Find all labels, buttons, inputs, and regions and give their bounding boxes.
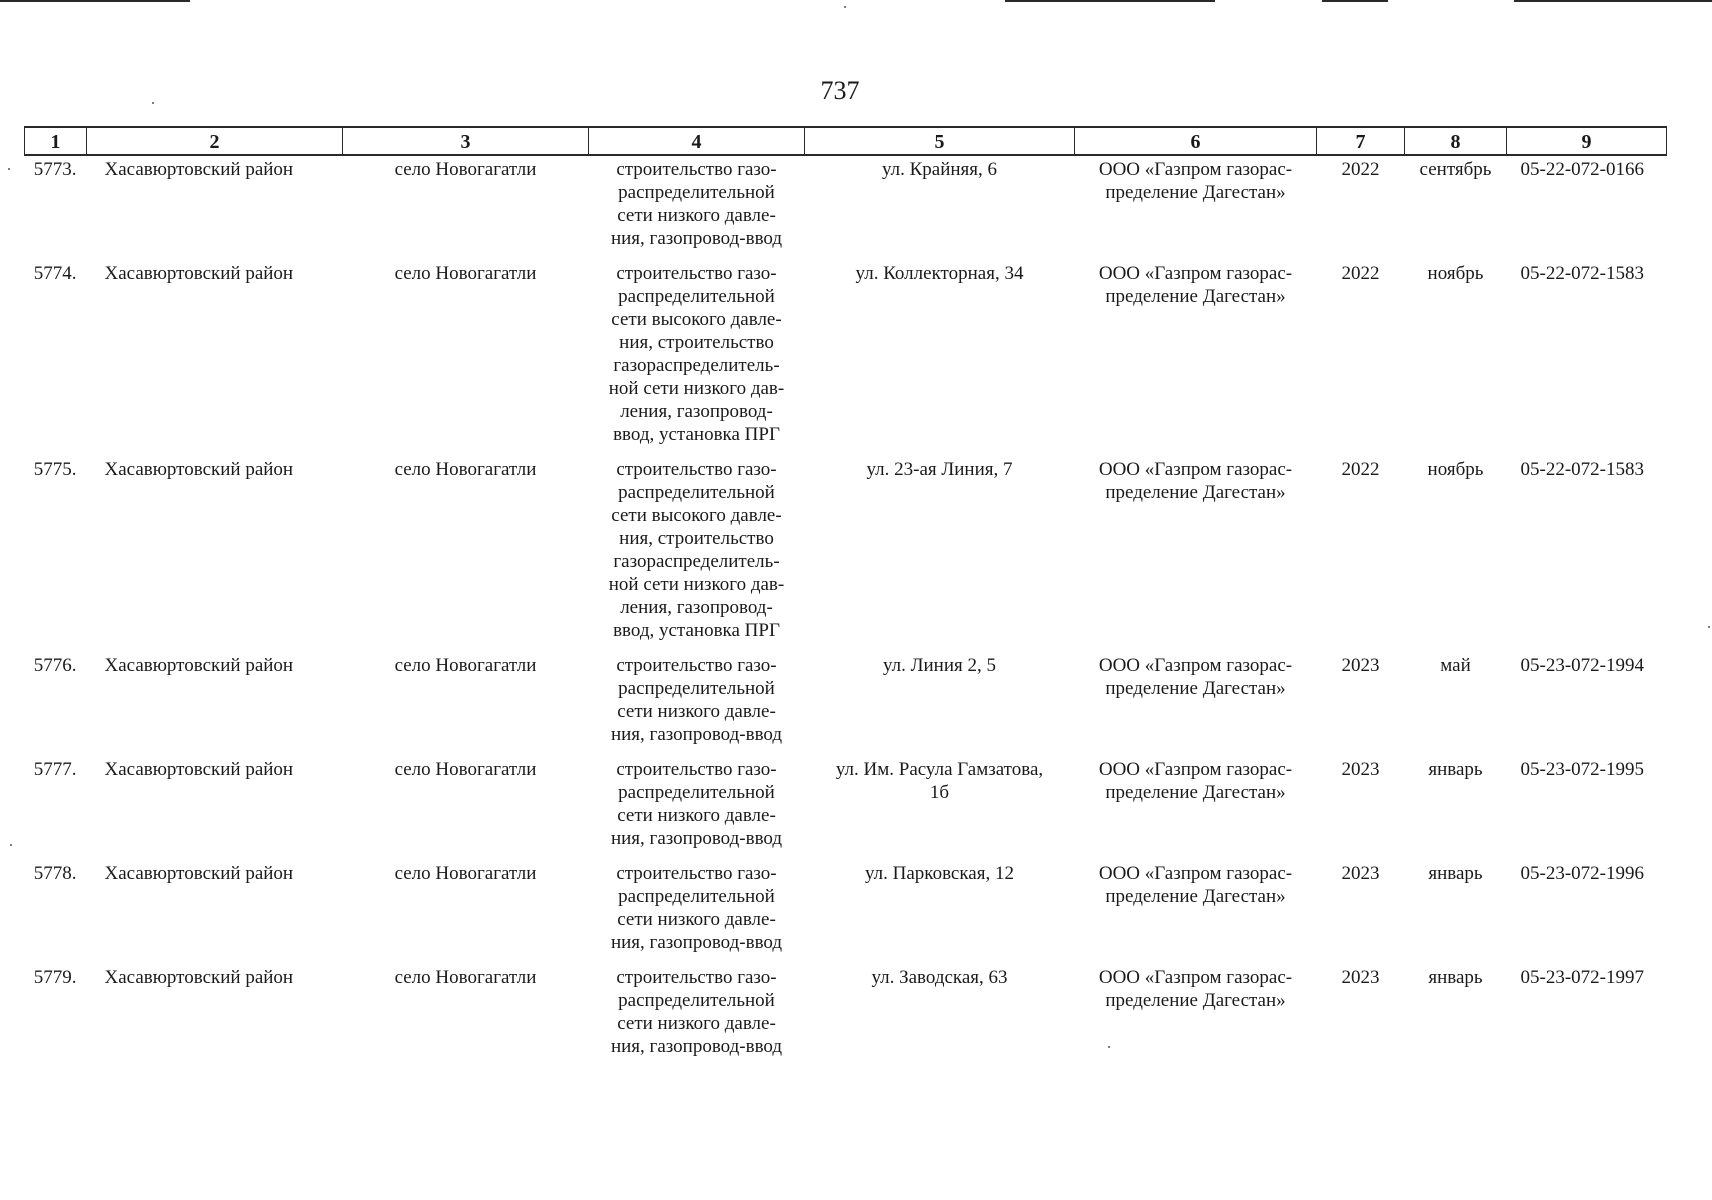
year-cell: 2023 [1341, 759, 1380, 780]
work-description-cell: строительство газо- распределительной сети низкого давле- ния, газопровод-ввод [610, 967, 783, 1057]
scan-edge-line [1514, 0, 1712, 2]
scan-speck [1708, 626, 1710, 628]
month-cell: январь [1428, 863, 1483, 884]
column-header: 9 [1507, 127, 1667, 155]
table-row [25, 756, 1667, 860]
organization-cell: ООО «Газпром газорас- пределение Дагестан» [1098, 863, 1293, 907]
scan-speck [844, 6, 846, 8]
organization-cell: ООО «Газпром газорас- пределение Дагестан» [1098, 655, 1293, 699]
code-cell: 05-23-072-1994 [1520, 655, 1644, 676]
address-cell: ул. Парковская, 12 [865, 863, 1014, 884]
month-cell: май [1440, 655, 1471, 676]
work-description-cell: строительство газо- распределительной сети высокого давле- ния, строительство газораспределитель- ной сети низкого дав- ления, газопровод- ввод, установка ПРГ [608, 263, 785, 445]
organization-cell: ООО «Газпром газорас- пределение Дагестан» [1098, 263, 1293, 307]
column-header: 8 [1405, 127, 1507, 155]
page-number: 737 [820, 76, 860, 105]
code-cell: 05-22-072-0166 [1520, 159, 1644, 180]
column-header: 3 [343, 127, 589, 155]
year-cell: 2022 [1341, 159, 1380, 180]
row-number-cell: 5773. [33, 159, 77, 180]
code-cell: 05-22-072-1583 [1520, 263, 1644, 284]
scan-edge-line [1322, 0, 1388, 2]
work-description-cell: строительство газо- распределительной сети низкого давле- ния, газопровод-ввод [610, 655, 783, 745]
district-cell: Хасавюртовский район [104, 263, 294, 284]
district-cell: Хасавюртовский район [104, 967, 294, 988]
year-cell: 2022 [1341, 459, 1380, 480]
year-cell: 2023 [1341, 655, 1380, 676]
work-description-cell: строительство газо- распределительной сети низкого давле- ния, газопровод-ввод [610, 159, 783, 249]
scan-edge-line [1005, 0, 1215, 2]
row-number-cell: 5778. [33, 863, 77, 884]
month-cell: январь [1428, 967, 1483, 988]
address-cell: ул. Крайняя, 6 [881, 159, 998, 180]
month-cell: ноябрь [1427, 459, 1484, 480]
locality-cell: село Новогагатли [394, 263, 537, 284]
scan-speck [1108, 1046, 1110, 1048]
table-row [25, 155, 1667, 260]
scan-speck [8, 168, 10, 170]
table-row [25, 652, 1667, 756]
year-cell: 2023 [1341, 863, 1380, 884]
scan-speck [152, 102, 154, 104]
row-number-cell: 5779. [33, 967, 77, 988]
column-header: 6 [1075, 127, 1317, 155]
year-cell: 2022 [1341, 263, 1380, 284]
table-row [25, 456, 1667, 652]
address-cell: ул. Им. Расула Гамзатова, 1б [835, 759, 1044, 803]
address-cell: ул. Линия 2, 5 [882, 655, 997, 676]
code-cell: 05-23-072-1995 [1520, 759, 1644, 780]
code-cell: 05-23-072-1997 [1520, 967, 1644, 988]
scan-speck [10, 844, 12, 846]
column-header: 2 [87, 127, 343, 155]
column-header: 7 [1317, 127, 1405, 155]
code-cell: 05-22-072-1583 [1520, 459, 1644, 480]
district-cell: Хасавюртовский район [104, 459, 294, 480]
code-cell: 05-23-072-1996 [1520, 863, 1644, 884]
row-number-cell: 5777. [33, 759, 77, 780]
table-body [25, 155, 1667, 1068]
district-cell: Хасавюртовский район [104, 759, 294, 780]
organization-cell: ООО «Газпром газорас- пределение Дагестан» [1098, 967, 1293, 1011]
header-row [25, 127, 1667, 155]
district-cell: Хасавюртовский район [104, 159, 294, 180]
organization-cell: ООО «Газпром газорас- пределение Дагестан» [1098, 159, 1293, 203]
column-header: 1 [25, 127, 87, 155]
table-row [25, 260, 1667, 456]
locality-cell: село Новогагатли [394, 159, 537, 180]
month-cell: сентябрь [1419, 159, 1492, 180]
district-cell: Хасавюртовский район [104, 655, 294, 676]
locality-cell: село Новогагатли [394, 759, 537, 780]
locality-cell: село Новогагатли [394, 967, 537, 988]
address-cell: ул. Коллекторная, 34 [855, 263, 1024, 284]
work-description-cell: строительство газо- распределительной сети высокого давле- ния, строительство газораспределитель- ной сети низкого дав- ления, газопровод- ввод, установка ПРГ [608, 459, 785, 641]
address-cell: ул. Заводская, 63 [871, 967, 1008, 988]
row-number-cell: 5776. [33, 655, 77, 676]
column-header: 5 [805, 127, 1075, 155]
row-number-cell: 5774. [33, 263, 77, 284]
row-number-cell: 5775. [33, 459, 77, 480]
locality-cell: село Новогагатли [394, 863, 537, 884]
work-description-cell: строительство газо- распределительной сети низкого давле- ния, газопровод-ввод [610, 863, 783, 953]
locality-cell: село Новогагатли [394, 655, 537, 676]
district-cell: Хасавюртовский район [104, 863, 294, 884]
scan-edge-line [0, 0, 190, 2]
table-row [25, 860, 1667, 964]
column-header: 4 [589, 127, 805, 155]
registry-table [24, 126, 1667, 1068]
address-cell: ул. 23-ая Линия, 7 [866, 459, 1013, 480]
locality-cell: село Новогагатли [394, 459, 537, 480]
year-cell: 2023 [1341, 967, 1380, 988]
work-description-cell: строительство газо- распределительной сети низкого давле- ния, газопровод-ввод [610, 759, 783, 849]
table-row [25, 964, 1667, 1068]
organization-cell: ООО «Газпром газорас- пределение Дагестан» [1098, 759, 1293, 803]
month-cell: январь [1428, 759, 1483, 780]
organization-cell: ООО «Газпром газорас- пределение Дагестан» [1098, 459, 1293, 503]
month-cell: ноябрь [1427, 263, 1484, 284]
